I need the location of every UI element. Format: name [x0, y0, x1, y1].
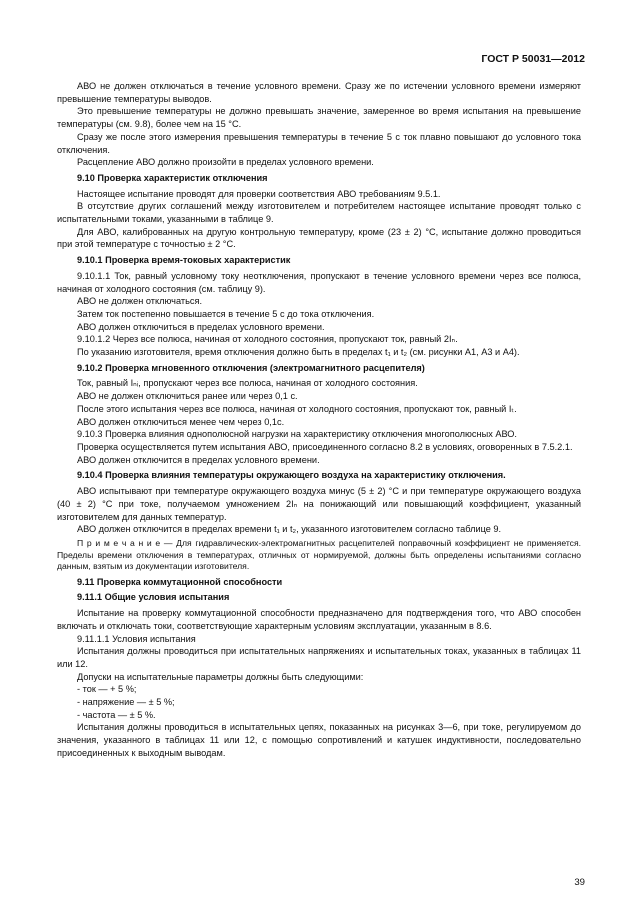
- body-paragraph: Для АВО, калиброванных на другую контрольную температуру, кроме (23 ± 2) °С, испытание должно проводиться при этой температуре с точностью ± 2 °С.: [57, 226, 581, 250]
- body-paragraph: В отсутствие других соглашений между изготовителем и потребителем настоящее испытание проводят только с испытательными токами, указанными в таблице 9.: [57, 201, 581, 225]
- body-paragraph: После этого испытания через все полюса, начиная от холодного состояния, пропускают ток, равный Iₜ.: [77, 403, 517, 414]
- body-paragraph: Это превышение температуры не должно превышать значение, замеренное во время испытания на превышение температуры (см. 9.8), более чем на 15 °С.: [57, 106, 581, 130]
- body-paragraph: Ток, равный Iₙᵢ, пропускают через все полюса, начиная от холодного состояния.: [77, 378, 418, 389]
- body-paragraph: АВО должен отключиться в пределах условного времени.: [77, 321, 325, 332]
- section-heading: 9.10.2 Проверка мгновенного отключения (электромагнитного расцепителя): [77, 362, 425, 373]
- body-paragraph: Испытание на проверку коммутационной способности предназначено для подтверждения того, что АВО способен включать и отключать токи, соответствующие характерным условиям эксплуатации, указанным в 8.6.: [57, 608, 581, 631]
- list-item: - напряжение — ± 5 %;: [77, 697, 175, 708]
- body-paragraph: Допуски на испытательные параметры должны быть следующими:: [77, 671, 364, 682]
- section-heading: 9.10.4 Проверка влияния температуры окружающего воздуха на характеристику отключения.: [77, 470, 506, 481]
- body-paragraph: Затем ток постепенно повышается в течение 5 с до тока отключения.: [77, 308, 375, 319]
- body-paragraph: Расцепление АВО должно произойти в пределах условного времени.: [77, 157, 374, 168]
- list-item: - ток — + 5 %;: [77, 684, 137, 695]
- document-body: [57, 80, 581, 760]
- body-paragraph: АВО не должен отключаться в течение условного времени. Сразу же по истечении условного времени измеряют превышение температуры выводов.: [57, 81, 581, 104]
- body-paragraph: АВО испытывают при температуре окружающего воздуха минус (5 ± 2) °С и при температуре окружающего воздуха (40 ± 2) °С при токе, получаемом умножением 2Iₙ на понижающий или повышающий коэффициент, указанный изготовителем для данных температур.: [57, 486, 581, 522]
- section-heading: 9.11.1 Общие условия испытания: [77, 592, 230, 603]
- section-heading: 9.11 Проверка коммутационной способности: [77, 576, 283, 587]
- body-paragraph: АВО должен отключиться менее чем через 0,1с.: [77, 416, 285, 427]
- section-heading: 9.10.1 Проверка время-токовых характеристик: [77, 255, 291, 266]
- list-item: - частота — ± 5 %.: [77, 709, 156, 720]
- body-paragraph: 9.11.1.1 Условия испытания: [77, 633, 196, 644]
- body-paragraph: Проверка осуществляется путем испытания АВО, присоединенного согласно 8.2 в условиях, оговоренных в 7.5.2.1.: [77, 441, 573, 452]
- body-paragraph: Испытания должны проводиться при испытательных напряжениях и испытательных токах, указанных в таблицах 11 или 12.: [57, 646, 581, 669]
- section-heading: 9.10 Проверка характеристик отключения: [77, 172, 268, 183]
- body-paragraph: АВО должен отключится в пределах времени t₁ и t₂, указанного изготовителем согласно таблице 9.: [77, 524, 502, 535]
- body-paragraph: АВО не должен отключиться ранее или через 0,1 с.: [77, 391, 298, 402]
- body-paragraph: 9.10.1.2 Через все полюса, начиная от холодного состояния, пропускают ток, равный 2Iₙ.: [77, 334, 458, 345]
- body-paragraph: 9.10.1.1 Ток, равный условному току неотключения, пропускают в течение условного времени через все полюса, начиная от холодного состояния (см. таблицу 9).: [57, 270, 581, 294]
- page-number: 39: [574, 877, 585, 888]
- body-paragraph: По указанию изготовителя, время отключения должно быть в пределах t₁ и t₂ (см. рисунки А1, А3 и А4).: [77, 347, 520, 358]
- body-paragraph: Настоящее испытание проводят для проверки соответствия АВО требованиям 9.5.1.: [77, 188, 441, 199]
- note-paragraph: П р и м е ч а н и е — Для гидравлических-электромагнитных расцепителей поправочный коэффициент не применяется. Пределы времени отключения в температурах, отличных от нормируемой, должны быть определены испытаниями согласно данным, взятым из документации изготовителя.: [57, 537, 581, 572]
- body-paragraph: 9.10.3 Проверка влияния однополюсной нагрузки на характеристику отключения многополюсных АВО.: [77, 429, 517, 440]
- body-paragraph: Испытания должны проводиться в испытательных цепях, показанных на рисунках 3—6, при токе, регулируемом до значения, указанного в таблицах 11 или 12, с помощью сопротивлений и катушек индуктивности, последовательно присоединенных к выходным выводам.: [57, 722, 581, 758]
- body-paragraph: АВО не должен отключаться.: [77, 296, 202, 307]
- body-paragraph: АВО должен отключится в пределах условного времени.: [77, 454, 320, 465]
- standard-header: ГОСТ Р 50031—2012: [481, 53, 585, 65]
- body-paragraph: Сразу же после этого измерения превышения температуры в течение 5 с ток плавно повышают до условного тока отключения.: [57, 131, 581, 155]
